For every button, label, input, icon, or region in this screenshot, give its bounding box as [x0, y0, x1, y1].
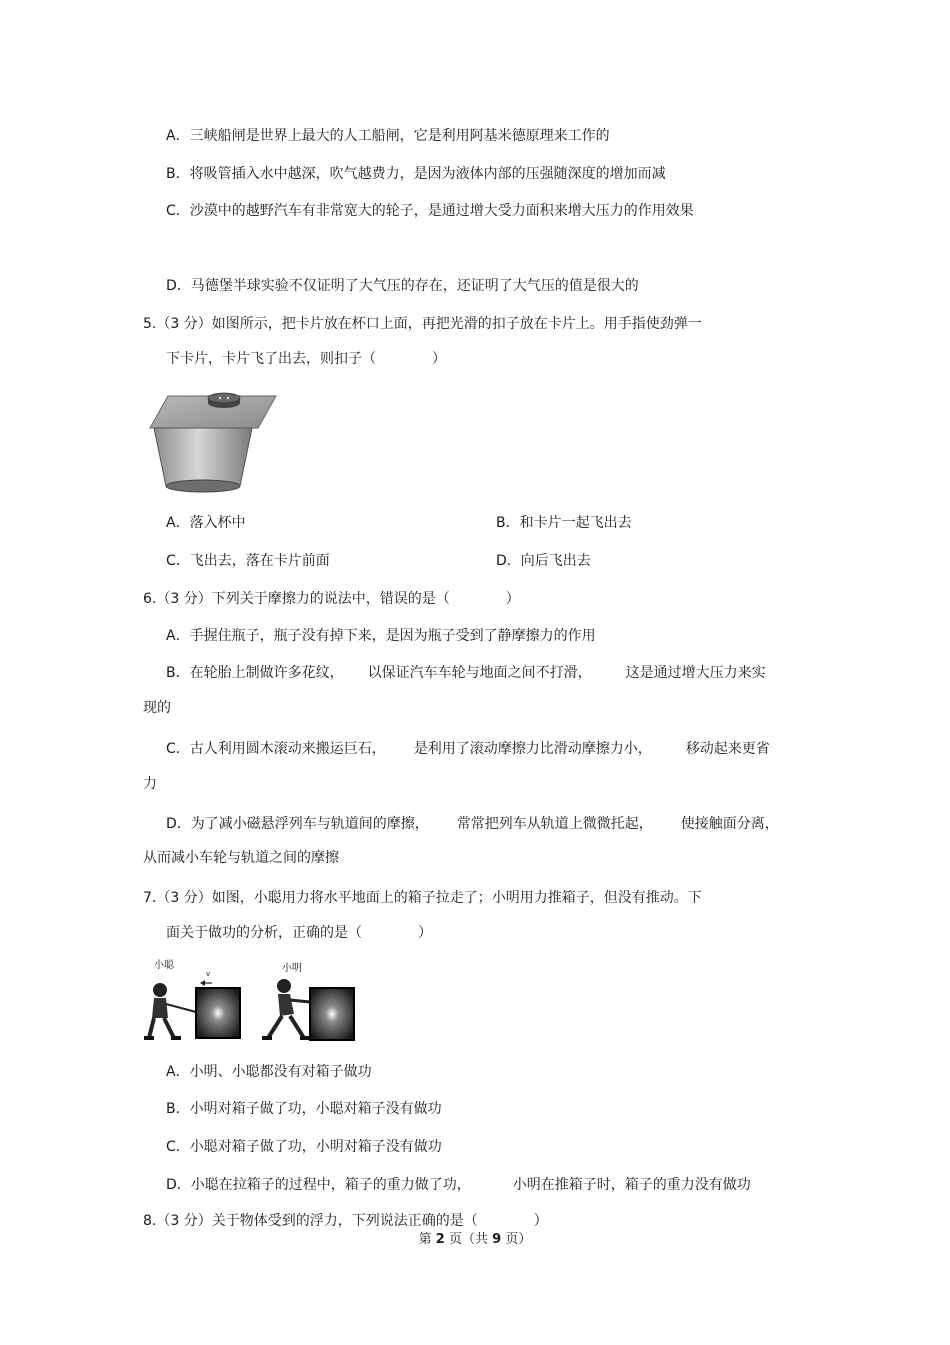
q7-option-c: C．小聪对箱子做了功，小明对箱子没有做功 — [166, 1139, 442, 1155]
q5-option-c: C．飞出去，落在卡片前面 — [166, 553, 330, 569]
footer-post: 页） — [505, 1232, 532, 1247]
q6-c-part2: 是利用了滚动摩擦力比滑动摩擦力小， — [413, 741, 652, 757]
q6-option-c-line2: 力 — [143, 776, 157, 792]
figure-drawing — [144, 960, 359, 1046]
q6-option-c-line1 — [166, 739, 770, 759]
pull-push-box-figure — [144, 960, 359, 1046]
q8-stem: 8.（3 分）关于物体受到的浮力，下列说法正确的是（ ） — [143, 1213, 548, 1229]
cup-card-button-figure — [144, 388, 278, 498]
footer-mid: 页（共 — [448, 1232, 488, 1247]
svg-text:v: v — [206, 970, 211, 978]
q6-b-part3: 这是通过增大压力来实 — [625, 665, 766, 681]
figure-label-xiaocong: 小聪 — [154, 960, 174, 971]
q6-stem: 6.（3 分）下列关于摩擦力的说法中，错误的是（ ） — [143, 591, 520, 607]
figure-label-xiaoming: 小明 — [282, 963, 302, 974]
q4-option-c: C．沙漠中的越野汽车有非常宽大的轮子，是通过增大受力面积来增大压力的作用效果 — [166, 203, 694, 219]
q6-option-a: A．手握住瓶子，瓶子没有掉下来，是因为瓶子受到了静摩擦力的作用 — [166, 628, 596, 644]
q6-option-d-line1 — [166, 814, 779, 834]
footer-total-pages: 9 — [492, 1232, 502, 1247]
footer-page-number: 2 — [435, 1232, 445, 1247]
q5-stem-line1: 5.（3 分）如图所示，把卡片放在杯口上面，再把光滑的扣子放在卡片上。用手指使劲弹一 — [143, 316, 702, 332]
q6-d-part2: 常常把列车从轨道上微微托起， — [456, 816, 653, 832]
q6-option-b-line1 — [166, 663, 766, 683]
q5-option-a: A．落入杯中 — [166, 515, 246, 531]
q6-option-b-line2: 现的 — [143, 700, 171, 716]
q5-option-d: D．向后飞出去 — [496, 553, 591, 569]
footer-pre: 第 — [418, 1232, 432, 1247]
q4-option-b: B．将吸管插入水中越深，吹气越费力，是因为液体内部的压强随深度的增加而减 — [166, 166, 666, 182]
page-footer — [0, 1231, 950, 1249]
q5-stem-line2: 下卡片，卡片飞了出去，则扣子（ ） — [166, 351, 446, 367]
q7-option-a: A．小明、小聪都没有对箱子做功 — [166, 1064, 372, 1080]
q4-option-a: A．三峡船闸是世界上最大的人工船闸，它是利用阿基米德原理来工作的 — [166, 128, 610, 144]
q6-option-d-line2: 从而减小车轮与轨道之间的摩擦 — [143, 850, 339, 866]
q7-stem-line1: 7.（3 分）如图，小聪用力将水平地面上的箱子拉走了；小明用力推箱子，但没有推动。下 — [143, 890, 702, 906]
q6-b-part2: 以保证汽车车轮与地面之间不打滑， — [367, 665, 592, 681]
q7-d-part2: 小明在推箱子时，箱子的重力没有做功 — [512, 1177, 751, 1193]
q7-d-part1: D．小聪在拉箱子的过程中，箱子的重力做了功， — [166, 1177, 471, 1193]
q6-d-part1: D．为了减小磁悬浮列车与轨道间的摩擦， — [166, 816, 429, 832]
q4-option-d: D．马德堡半球实验不仅证明了大气压的存在，还证明了大气压的值是很大的 — [166, 278, 639, 294]
q6-d-part3: 使接触面分离， — [680, 816, 779, 832]
q6-c-part3: 移动起来更省 — [685, 741, 770, 757]
q7-option-b: B．小明对箱子做了功，小聪对箱子没有做功 — [166, 1101, 442, 1117]
q7-stem-line2: 面关于做功的分析，正确的是（ ） — [166, 925, 432, 941]
q5-option-b: B．和卡片一起飞出去 — [496, 515, 632, 531]
q7-option-d — [166, 1175, 751, 1195]
q6-b-part1: B．在轮胎上制做许多花纹， — [166, 665, 344, 681]
q6-c-part1: C．古人利用圆木滚动来搬运巨石， — [166, 741, 386, 757]
